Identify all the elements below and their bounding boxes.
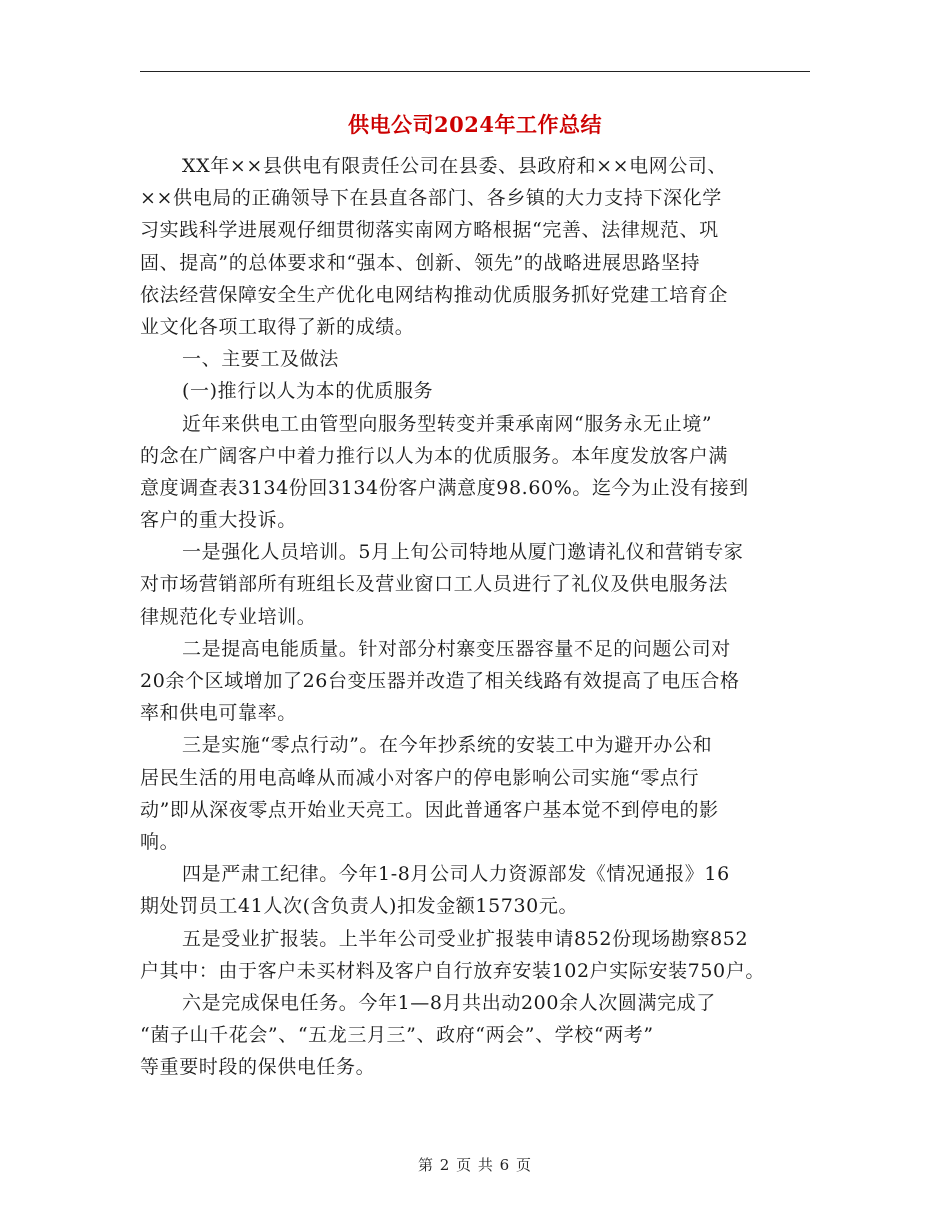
body-text-line: 响。 — [140, 830, 180, 853]
body-text-line: 六是完成保电任务。今年1—8月共出动200余人次圆满完成了 — [182, 991, 716, 1014]
body-text-line: 固、提高”的总体要求和“强本、创新、领先”的战略进展思路坚持 — [140, 251, 701, 274]
body-text-line: 近年来供电工由管型向服务型转变并秉承南网“服务永无止境” — [182, 412, 713, 435]
body-text-line: 居民生活的用电高峰从而减小对客户的停电影响公司实施“零点行 — [140, 766, 700, 789]
body-text-line: 20余个区域增加了26台变压器并改造了相关线路有效提高了电压合格 — [140, 670, 740, 692]
body-text-line: 习实践科学进展观仔细贯彻落实南网方略根据“完善、法律规范、巩 — [140, 219, 719, 242]
body-text-line: 律规范化专业培训。 — [140, 605, 317, 628]
body-text-line: XX年××县供电有限责任公司在县委、县政府和××电网公司、 — [182, 155, 728, 177]
body-text-line: 五是受业扩报装。上半年公司受业扩报装申请852份现场勘察852 — [182, 927, 749, 950]
body-text-line: 动”即从深夜零点开始业天亮工。因此普通客户基本觉不到停电的影 — [140, 798, 719, 821]
body-text-line: “菌子山千花会”、“五龙三月三”、政府“两会”、学校“两考” — [140, 1024, 654, 1047]
body-text-line: 等重要时段的保供电任务。 — [140, 1056, 376, 1079]
body-text-line: 业文化各项工取得了新的成绩。 — [140, 315, 415, 338]
body-text-line: 率和供电可靠率。 — [140, 702, 297, 725]
document-body — [140, 150, 830, 1083]
body-text-line: 意度调查表3134份回3134份客户满意度98.60%。迄今为止没有接到 — [140, 476, 749, 499]
page-number: 第 2 页 共 6 页 — [418, 1156, 532, 1174]
body-text-line: 四是严肃工纪律。今年1-8月公司人力资源部发《情况通报》16 — [182, 863, 730, 886]
body-text-line: 三是实施“零点行动”。在今年抄系统的安装工中为避开办公和 — [182, 734, 713, 757]
body-text-line: 对市场营销部所有班组长及营业窗口工人员进行了礼仪及供电服务法 — [140, 573, 729, 596]
body-text-line: 户其中：由于客户未买材料及客户自行放弃安装102户实际安装750户。 — [140, 959, 765, 982]
body-text-line: 依法经营保障安全生产优化电网结构推动优质服务抓好党建工培育企 — [140, 283, 729, 306]
body-text-line: 的念在广阔客户中着力推行以人为本的优质服务。本年度发放客户满 — [140, 444, 729, 467]
body-text-line: 一、主要工及做法 — [182, 348, 339, 371]
body-text-line: 客户的重大投诉。 — [140, 509, 297, 532]
body-text-line: (一)推行以人为本的优质服务 — [182, 380, 434, 403]
page-title: 供电公司2024年工作总结 — [348, 112, 602, 137]
body-text-line: 二是提高电能质量。针对部分村寨变压器容量不足的问题公司对 — [182, 637, 731, 660]
body-text-line: 一是强化人员培训。5月上旬公司特地从厦门邀请礼仪和营销专家 — [182, 541, 744, 564]
body-text-line: ××供电局的正确领导下在县直各部门、各乡镇的大力支持下深化学 — [140, 187, 722, 210]
body-text-line: 期处罚员工41人次(含负责人)扣发金额15730元。 — [140, 895, 579, 918]
header-divider — [140, 71, 810, 72]
